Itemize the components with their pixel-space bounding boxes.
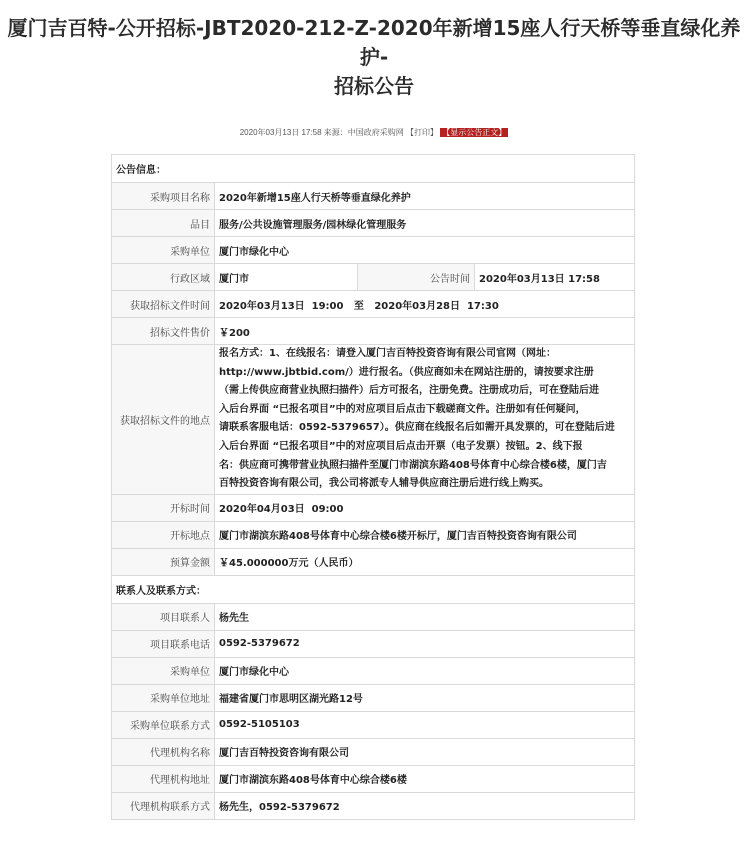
doc-place-line: （需上传供应商营业执照扫描件）后方可报名，注册免费。注册成功后，可在登陆后进 xyxy=(219,385,599,397)
doc-place-line: 请联系客服电话：0592-5379657）。供应商在线报名后如需开具发票的，可在登陆后进 xyxy=(219,422,615,434)
table-row xyxy=(112,183,635,210)
table-row xyxy=(112,521,635,548)
category-label: 品目 xyxy=(112,210,215,237)
agency-contact-value: 杨先生，0592-5379672 xyxy=(215,792,635,819)
agency-value: 厦门吉百特投资咨询有限公司 xyxy=(215,738,635,765)
doc-place-line: 入后台界面 “已报名项目”中的对应项目后点击下载磋商文件。注册如有任何疑问， xyxy=(219,403,586,415)
table-row xyxy=(112,494,635,521)
table-row xyxy=(112,210,635,237)
meta-bar xyxy=(0,127,748,139)
project-contact-label: 项目联系人 xyxy=(112,603,215,630)
publish-time-label: 公告时间 xyxy=(358,264,475,291)
section-title-contacts: 联系人及联系方式： xyxy=(112,575,635,603)
page-title-line-1: 厦门吉百特-公开招标-JBT2020-212-Z-2020年新增15座人行天桥等垂直绿化养护- xyxy=(7,16,741,69)
open-place-value: 厦门市湖滨东路408号体育中心综合楼6楼开标厅，厦门吉百特投资咨询有限公司 xyxy=(215,521,635,548)
purchaser-address-label: 采购单位地址 xyxy=(112,684,215,711)
print-link[interactable]: 【打印】 xyxy=(406,128,439,137)
table-row xyxy=(112,603,635,630)
agency-contact-label: 代理机构联系方式 xyxy=(112,792,215,819)
show-full-text-button[interactable]: 【显示公告正文】 xyxy=(442,128,507,137)
table-row xyxy=(112,548,635,575)
table-row xyxy=(112,657,635,684)
open-time-label: 开标时间 xyxy=(112,494,215,521)
doc-place-line: 百特投资咨询有限公司，我公司将派专人辅导供应商注册后进行线上购买。 xyxy=(219,478,549,490)
table-row xyxy=(112,765,635,792)
purchaser-phone-value: 0592-5105103 xyxy=(215,711,635,738)
budget-label: 预算金额 xyxy=(112,548,215,575)
table-row xyxy=(112,264,635,291)
agency-label: 代理机构名称 xyxy=(112,738,215,765)
table-row xyxy=(112,345,635,495)
doc-place-label: 获取招标文件的地点 xyxy=(112,345,215,495)
project-name-value: 2020年新增15座人行天桥等垂直绿化养护 xyxy=(215,183,635,210)
doc-price-value: ￥200 xyxy=(215,318,635,345)
purchaser-address-value: 福建省厦门市思明区湖光路12号 xyxy=(215,684,635,711)
announcement-table xyxy=(111,154,635,820)
open-time-value: 2020年04月03日 09:00 xyxy=(215,494,635,521)
section-title-announcement: 公告信息： xyxy=(112,155,635,183)
publish-time-value: 2020年03月13日 17:58 xyxy=(475,264,635,291)
contact-purchaser-label: 采购单位 xyxy=(112,657,215,684)
page-title xyxy=(0,0,748,101)
doc-time-value: 2020年03月13日 19:00 至 2020年03月28日 17:30 xyxy=(215,291,635,318)
project-phone-value: 0592-5379672 xyxy=(215,630,635,657)
section-row xyxy=(112,575,635,603)
agency-address-label: 代理机构地址 xyxy=(112,765,215,792)
doc-place-line: 报名方式：1、在线报名：请登入厦门吉百特投资咨询有限公司官网（网址： xyxy=(219,348,556,359)
page-title-line-2: 招标公告 xyxy=(334,74,414,98)
table-row xyxy=(112,684,635,711)
table-row xyxy=(112,318,635,345)
doc-place-value xyxy=(215,345,635,495)
table-row xyxy=(112,738,635,765)
purchaser-value: 厦门市绿化中心 xyxy=(215,237,635,264)
doc-place-line: 名：供应商可携带营业执照扫描件至厦门市湖滨东路408号体育中心综合楼6楼，厦门吉 xyxy=(219,459,607,471)
publish-meta-text: 2020年03月13日 17:58 来源：中国政府采购网 xyxy=(239,128,404,137)
table-row xyxy=(112,291,635,318)
region-value: 厦门市 xyxy=(215,264,358,291)
open-place-label: 开标地点 xyxy=(112,521,215,548)
doc-place-line: http://www.jbtbid.com/）进行报名。（供应商如未在网站注册的，请按要求注册 xyxy=(219,366,594,378)
doc-time-label: 获取招标文件时间 xyxy=(112,291,215,318)
budget-value: ￥45.000000万元（人民币） xyxy=(215,548,635,575)
category-value: 服务/公共设施管理服务/园林绿化管理服务 xyxy=(215,210,635,237)
table-row xyxy=(112,237,635,264)
project-phone-label: 项目联系电话 xyxy=(112,630,215,657)
purchaser-phone-label: 采购单位联系方式 xyxy=(112,711,215,738)
project-contact-value: 杨先生 xyxy=(215,603,635,630)
project-name-label: 采购项目名称 xyxy=(112,183,215,210)
table-row xyxy=(112,630,635,657)
contact-purchaser-value: 厦门市绿化中心 xyxy=(215,657,635,684)
table-row xyxy=(112,711,635,738)
region-label: 行政区域 xyxy=(112,264,215,291)
doc-price-label: 招标文件售价 xyxy=(112,318,215,345)
table-row xyxy=(112,792,635,819)
section-row xyxy=(112,155,635,183)
doc-place-line: 入后台界面 “已报名项目”中的对应项目后点击开票（电子发票）按钮。2、线下报 xyxy=(219,440,583,452)
purchaser-label: 采购单位 xyxy=(112,237,215,264)
agency-address-value: 厦门市湖滨东路408号体育中心综合楼6楼 xyxy=(215,765,635,792)
